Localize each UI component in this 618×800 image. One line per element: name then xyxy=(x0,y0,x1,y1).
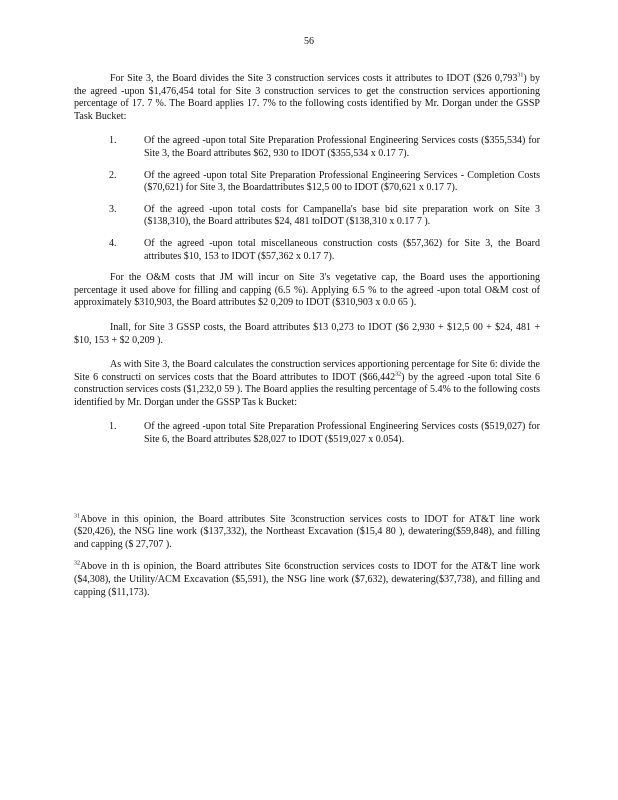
footnote-ref-31: 31 xyxy=(517,72,524,79)
list-text: Of the agreed -upon total costs for Campanella's base bid site preparation work on Site 3 ($138,310), the Board attributes $24, 481 toIDOT ($138,310 x 0.17 7 ). xyxy=(144,203,540,228)
list-text: Of the agreed -upon total miscellaneous construction costs ($57,362) for Site 3, the Board attributes $10, 153 to IDOT ($57,362 x 0.17 7). xyxy=(144,237,540,262)
list-text: Of the agreed -upon total Site Preparation Professional Engineering Services - Completion Costs ($70,621) for Site 3, the Boardattributes $12,5 00 to IDOT ($70,621 x 0.17 7). xyxy=(144,169,540,194)
list-item xyxy=(74,170,540,195)
list-text: Of the agreed -upon total Site Preparation Professional Engineering Services costs ($355,534) for Site 3, the Board attributes $62, 930 to IDOT ($355,534 x 0.17 7). xyxy=(144,135,540,159)
site6-cost-list xyxy=(74,421,540,446)
list-item xyxy=(74,238,540,263)
paragraph-text: ) by the agreed -upon $1,476,454 total for Site 3 construction services to get the construction services apportioning percentage of 17. 7 %. The Board applies 17. 7% to the following costs identified by Mr. Dorgan under the GSSP Task Bucket: xyxy=(74,73,540,122)
list-item xyxy=(74,421,540,446)
list-number: 1. xyxy=(109,135,117,147)
footnote-text: Above in th is opinion, the Board attributes Site 6construction services costs to IDOT for the AT&T line work ($4,308), the Utility/ACM Excavation ($5,591), the NSG line work ($7,632), dewatering($37,738), and filling and capping ($11,173). xyxy=(74,561,540,598)
paragraph-text: ) by the agreed -upon total Site 6 construction services costs ($1,232,0 59 ). The Board applies the resulting percentage of 5.4% to the following costs identified by Mr. Dorgan under the GSSP Tas k Bucket: xyxy=(74,371,540,408)
paragraph-site6-intro xyxy=(74,359,540,409)
paragraph-text: For Site 3, the Board divides the Site 3 construction services costs it attributes to IDOT ($26 0,793 xyxy=(110,73,518,84)
list-number: 3. xyxy=(109,203,117,215)
paragraph-text: As with Site 3, the Board calculates the construction services apportioning percentage for Site 6: divide the Site 6 constructi on services costs that the Board attributes to IDOT ($66,442 xyxy=(74,359,540,383)
footnote-mark: 32 xyxy=(74,561,80,568)
list-item xyxy=(74,204,540,229)
spacer xyxy=(74,456,540,514)
site3-cost-list xyxy=(74,135,540,263)
footnote-mark: 31 xyxy=(74,513,80,520)
paragraph-site3-intro xyxy=(74,73,540,123)
document-body xyxy=(74,73,540,609)
footnote-text: Above in this opinion, the Board attributes Site 3construction services costs to IDOT for AT&T line work ($20,426), the NSG line work ($137,332), the Northeast Excavation ($15,4 80 ), dewatering($59,848), and filling and capping ($ 27,707 ). xyxy=(74,513,540,550)
list-item xyxy=(74,135,540,160)
footnote-32 xyxy=(74,561,540,599)
list-text: Of the agreed -upon total Site Preparation Professional Engineering Services costs ($519,027) for Site 6, the Board attributes $28,027 to IDOT ($519,027 x 0.054). xyxy=(144,421,540,446)
footnote-31 xyxy=(74,514,540,552)
list-number: 4. xyxy=(109,237,117,249)
paragraph-site3-total: Inall, for Site 3 GSSP costs, the Board attributes $13 0,273 to IDOT ($6 2,930 + $12,5 00 + $24, 481 + $10, 153 + $2 0,209 ). xyxy=(74,321,540,346)
list-number: 1. xyxy=(109,421,117,433)
list-number: 2. xyxy=(109,169,117,181)
footnote-ref-32: 32 xyxy=(395,371,402,378)
page-number: 56 xyxy=(304,36,314,47)
paragraph-om-costs: For the O&M costs that JM will incur on Site 3's vegetative cap, the Board uses the apportioning percentage it used above for filling and capping (6.5 %). Applying 6.5 % to the agreed -upon total O&M cost of approximately $310,903, the Board attributes $2 0,209 to IDOT ($310,903 x 0.0 65 ). xyxy=(74,272,540,309)
